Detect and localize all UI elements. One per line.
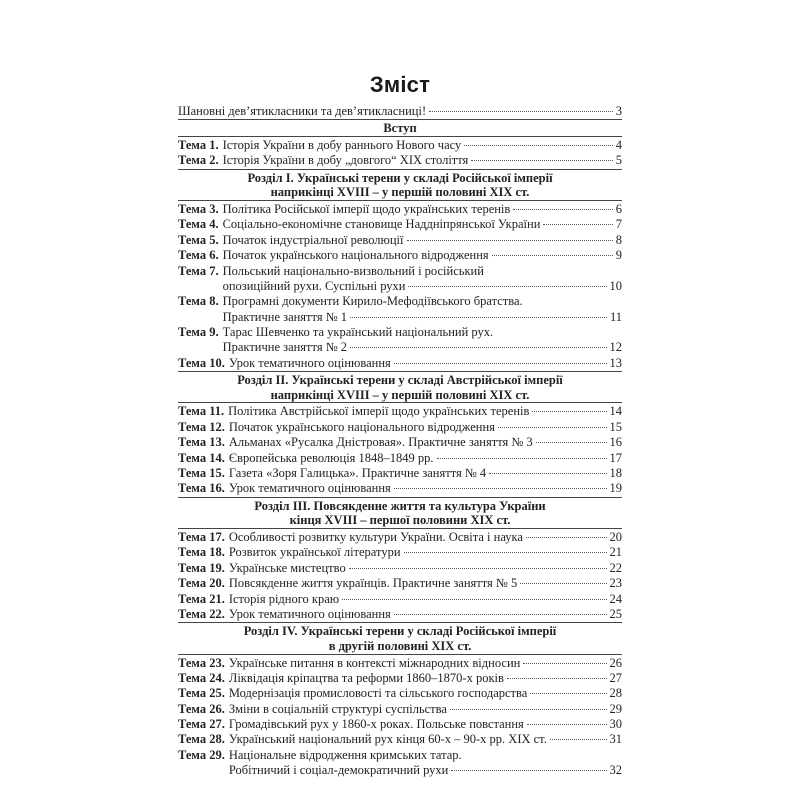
toc-entry-line	[178, 592, 622, 607]
toc-entry-line	[178, 717, 622, 732]
page-number: 24	[609, 591, 622, 606]
page-number: 15	[609, 419, 622, 434]
toc-entry-line	[178, 656, 622, 671]
topic-label: Тема 15.	[178, 466, 225, 480]
entry-title: Тарас Шевченко та український національний рух.	[222, 325, 494, 340]
entry-title: Зміни в соціальній структурі суспільства	[228, 701, 447, 716]
dot-leader	[429, 111, 613, 112]
toc-entry[interactable]	[178, 153, 622, 168]
dot-leader	[526, 537, 607, 538]
toc-entry[interactable]	[178, 748, 622, 779]
topic-label: Тема 8.	[178, 294, 219, 309]
page-number: 27	[609, 670, 622, 685]
toc-entry[interactable]	[178, 654, 622, 671]
toc-entry[interactable]	[178, 402, 622, 419]
toc-entry[interactable]	[178, 702, 622, 717]
toc-entry-line	[178, 481, 622, 496]
entry-title: Соціально-економічне становище Наддніпрянської України	[222, 217, 541, 232]
dot-leader	[350, 347, 607, 348]
dot-leader	[408, 286, 606, 287]
section-heading-line: Вступ	[383, 121, 417, 136]
page-number: 30	[609, 717, 622, 732]
page-number: 17	[609, 450, 622, 465]
toc-entry-line	[178, 702, 622, 717]
topic-label: Тема 17.	[178, 529, 225, 544]
toc-entry[interactable]	[178, 200, 622, 217]
section-heading-line: Розділ IV. Українські терени у складі Російської імперії	[243, 624, 557, 639]
toc-entry[interactable]	[178, 592, 622, 607]
page-number: 8	[615, 232, 622, 247]
entry-title: Урок тематичного оцінювання	[228, 481, 391, 496]
toc-entry[interactable]	[178, 248, 622, 263]
toc-entry-line	[178, 294, 622, 309]
topic-label: Тема 21.	[178, 591, 225, 606]
entry-title: Українське мистецтво	[228, 560, 346, 575]
entry-title: Особливості розвитку культури України. Освіта і наука	[228, 529, 523, 544]
toc-entry-line	[178, 686, 622, 701]
entry-title: Громадівський рух у 1860-х роках. Польське повстання	[228, 717, 524, 732]
page-number: 18	[609, 466, 622, 480]
toc-entry[interactable]	[178, 576, 622, 591]
topic-label: Тема 12.	[178, 419, 225, 434]
topic-label: Тема 7.	[178, 263, 219, 278]
entry-title: Урок тематичного оцінювання	[228, 606, 391, 621]
dot-leader	[507, 678, 607, 679]
topic-label: Тема 29.	[178, 747, 225, 762]
dot-leader	[530, 693, 606, 694]
dot-leader	[394, 488, 607, 489]
toc-entry-line	[178, 248, 622, 263]
section-heading-line: Розділ I. Українські терени у складі Російської імперії	[247, 170, 553, 185]
topic-label: Тема 4.	[178, 217, 219, 232]
topic-label: Тема 11.	[178, 404, 225, 419]
topic-label: Тема 16.	[178, 481, 225, 496]
toc-entry-line	[178, 404, 622, 419]
toc-entry-continuation	[178, 340, 622, 355]
topic-label: Тема 22.	[178, 606, 225, 621]
toc-entry[interactable]	[178, 481, 622, 496]
entry-title: Політика Австрійської імперії щодо українських теренів	[228, 404, 530, 419]
toc-entry-line	[178, 561, 622, 576]
dot-leader	[450, 709, 607, 710]
toc-entry[interactable]	[178, 545, 622, 560]
entry-title: Початок українського національного відродження	[222, 248, 489, 263]
page-number: 20	[609, 529, 622, 544]
toc-entry-line	[178, 671, 622, 686]
toc-entry[interactable]	[178, 607, 622, 622]
toc-entry-continuation	[178, 763, 622, 778]
topic-label: Тема 9.	[178, 325, 219, 340]
section-heading	[178, 169, 622, 200]
dot-leader	[394, 363, 607, 364]
dot-leader	[532, 411, 606, 412]
page-number: 11	[609, 309, 622, 324]
entry-title: Європейська революція 1848–1849 рр.	[228, 450, 434, 465]
topic-label: Тема 18.	[178, 545, 225, 560]
toc-entry[interactable]	[178, 264, 622, 295]
page-number: 31	[609, 732, 622, 747]
topic-label: Тема 3.	[178, 201, 219, 216]
section-heading-line: наприкінці XVIII – у першій половині ХІХ ст.	[270, 185, 530, 200]
dot-leader	[513, 209, 612, 210]
page-number: 6	[615, 201, 622, 216]
dot-leader	[520, 583, 606, 584]
dot-leader	[350, 317, 607, 318]
toc-entry-line	[178, 545, 622, 560]
section-heading-line: Розділ II. Українські терени у складі Австрійської імперії	[237, 373, 563, 388]
toc-entry-line	[178, 451, 622, 466]
toc-entry-line	[178, 325, 622, 340]
entry-title: Історія України в добу „довгого“ ХІХ століття	[222, 153, 469, 168]
dot-leader	[451, 770, 606, 771]
toc-entry-line	[178, 420, 622, 435]
toc-entry[interactable]	[178, 732, 622, 747]
entry-title: Історія рідного краю	[228, 591, 340, 606]
entry-title: Альманах «Русалка Дністровая». Практичне заняття № 3	[228, 435, 533, 450]
page-number: 23	[609, 576, 622, 591]
dot-leader	[464, 145, 612, 146]
section-heading	[178, 497, 622, 528]
toc-entry-continuation	[178, 279, 622, 294]
section-heading	[178, 371, 622, 402]
topic-label: Тема 14.	[178, 450, 225, 465]
toc-entry-line	[178, 356, 622, 371]
toc-entry-line	[178, 576, 622, 591]
dot-leader	[437, 458, 607, 459]
page-number: 14	[609, 404, 622, 419]
dot-leader	[349, 568, 607, 569]
toc-entry-line	[178, 530, 622, 545]
toc-entry[interactable]	[178, 104, 622, 119]
table-of-contents	[178, 104, 622, 779]
entry-title: Національне відродження кримських татар.	[228, 747, 462, 762]
entry-title: Український національний рух кінця 60-х – 90-х рр. ХІХ ст.	[228, 732, 547, 747]
page-number: 3	[615, 104, 622, 118]
topic-label: Тема 2.	[178, 153, 219, 168]
page-number: 29	[609, 701, 622, 716]
page-number: 12	[609, 340, 622, 355]
topic-label: Тема 28.	[178, 732, 225, 747]
topic-label: Тема 20.	[178, 576, 225, 591]
toc-entry[interactable]	[178, 451, 622, 466]
page-number: 19	[609, 481, 622, 496]
section-heading-line: в другій половині ХІХ ст.	[328, 638, 472, 653]
toc-entry-line	[178, 607, 622, 622]
topic-label: Тема 23.	[178, 655, 225, 670]
toc-entry-line	[178, 202, 622, 217]
section-heading	[178, 119, 622, 136]
topic-label: Тема 1.	[178, 137, 219, 152]
toc-entry[interactable]	[178, 466, 622, 481]
toc-entry[interactable]	[178, 435, 622, 450]
dot-leader	[523, 663, 606, 664]
entry-title: Урок тематичного оцінювання	[228, 355, 391, 370]
dot-leader	[342, 599, 606, 600]
page-number: 26	[609, 655, 622, 670]
entry-title: Історія України в добу раннього Нового часу	[222, 137, 462, 152]
toc-entry-continuation	[178, 310, 622, 325]
page-number: 4	[615, 137, 622, 152]
dot-leader	[536, 442, 607, 443]
page-number: 7	[615, 217, 622, 232]
toc-entry-line	[178, 153, 622, 168]
toc-entry[interactable]	[178, 717, 622, 732]
section-heading	[178, 622, 622, 653]
entry-title: Модернізація промисловості та сільського господарства	[228, 686, 528, 701]
entry-title: опозиційний рухи. Суспільні рухи	[222, 278, 406, 293]
toc-entry-line	[178, 233, 622, 248]
toc-entry-line	[178, 264, 622, 279]
dot-leader	[498, 427, 607, 428]
entry-title: Початок індустріальної революції	[222, 232, 404, 247]
entry-title: Робітничий і соціал-демократичний рухи	[228, 763, 449, 778]
topic-label: Тема 24.	[178, 670, 225, 685]
toc-entry[interactable]	[178, 561, 622, 576]
topic-label: Тема 19.	[178, 560, 225, 575]
page-number: 25	[609, 606, 622, 621]
toc-entry[interactable]	[178, 325, 622, 356]
toc-entry[interactable]	[178, 294, 622, 325]
toc-entry-line	[178, 466, 622, 481]
entry-title: Початок українського національного відродження	[228, 419, 495, 434]
entry-title: Шановні дев’ятикласники та дев’ятикласниці!	[178, 104, 427, 118]
toc-entry[interactable]	[178, 528, 622, 545]
entry-title: Практичне заняття № 2	[222, 340, 347, 355]
toc-entry-line	[178, 435, 622, 450]
toc-entry[interactable]	[178, 217, 622, 232]
dot-leader	[471, 160, 612, 161]
page-number: 28	[609, 686, 622, 701]
page-number: 10	[609, 278, 622, 293]
entry-title: Ліквідація кріпацтва та реформи 1860–1870-х років	[228, 670, 504, 685]
toc-entry[interactable]	[178, 136, 622, 153]
dot-leader	[527, 724, 607, 725]
topic-label: Тема 10.	[178, 355, 225, 370]
section-heading-line: Розділ III. Повсякденне життя та культура України	[254, 498, 546, 513]
dot-leader	[550, 739, 607, 740]
dot-leader	[407, 240, 613, 241]
entry-title: Політика Російської імперії щодо українських теренів	[222, 201, 511, 216]
toc-entry[interactable]	[178, 233, 622, 248]
entry-title: Газета «Зоря Галицька». Практичне заняття № 4	[228, 466, 487, 480]
toc-entry-line	[178, 732, 622, 747]
topic-label: Тема 13.	[178, 435, 225, 450]
topic-label: Тема 6.	[178, 248, 219, 263]
toc-entry[interactable]	[178, 420, 622, 435]
page-number: 22	[609, 560, 622, 575]
dot-leader	[492, 255, 613, 256]
entry-title: Практичне заняття № 1	[222, 309, 347, 324]
toc-entry-line	[178, 748, 622, 763]
topic-label: Тема 25.	[178, 686, 225, 701]
page-number: 32	[609, 763, 622, 778]
page-number: 9	[615, 248, 622, 263]
topic-label: Тема 26.	[178, 701, 225, 716]
toc-entry[interactable]	[178, 671, 622, 686]
dot-leader	[489, 473, 606, 474]
topic-label: Тема 27.	[178, 717, 225, 732]
section-heading-line: наприкінці XVIII – у першій половині ХІХ ст.	[270, 387, 530, 402]
dot-leader	[543, 224, 612, 225]
entry-title: Повсякденне життя українців. Практичне заняття № 5	[228, 576, 518, 591]
dot-leader	[394, 614, 607, 615]
toc-entry-line	[178, 217, 622, 232]
section-heading-line: кінця XVIII – першої половини ХІХ ст.	[289, 513, 511, 528]
entry-title: Розвиток української літератури	[228, 545, 401, 560]
toc-entry[interactable]	[178, 686, 622, 701]
page-title: Зміст	[369, 72, 431, 97]
page-number: 5	[615, 153, 622, 168]
entry-title: Програмні документи Кирило-Мефодіївського братства.	[222, 294, 523, 309]
dot-leader	[404, 552, 607, 553]
entry-title: Польський національно-визвольний і російський	[222, 263, 484, 278]
page-number: 13	[609, 355, 622, 370]
toc-entry-line	[178, 138, 622, 153]
entry-title: Українське питання в контексті міжнародних відносин	[228, 655, 521, 670]
page-number: 21	[609, 545, 622, 560]
topic-label: Тема 5.	[178, 232, 219, 247]
page-number: 16	[609, 435, 622, 450]
toc-entry[interactable]	[178, 356, 622, 371]
